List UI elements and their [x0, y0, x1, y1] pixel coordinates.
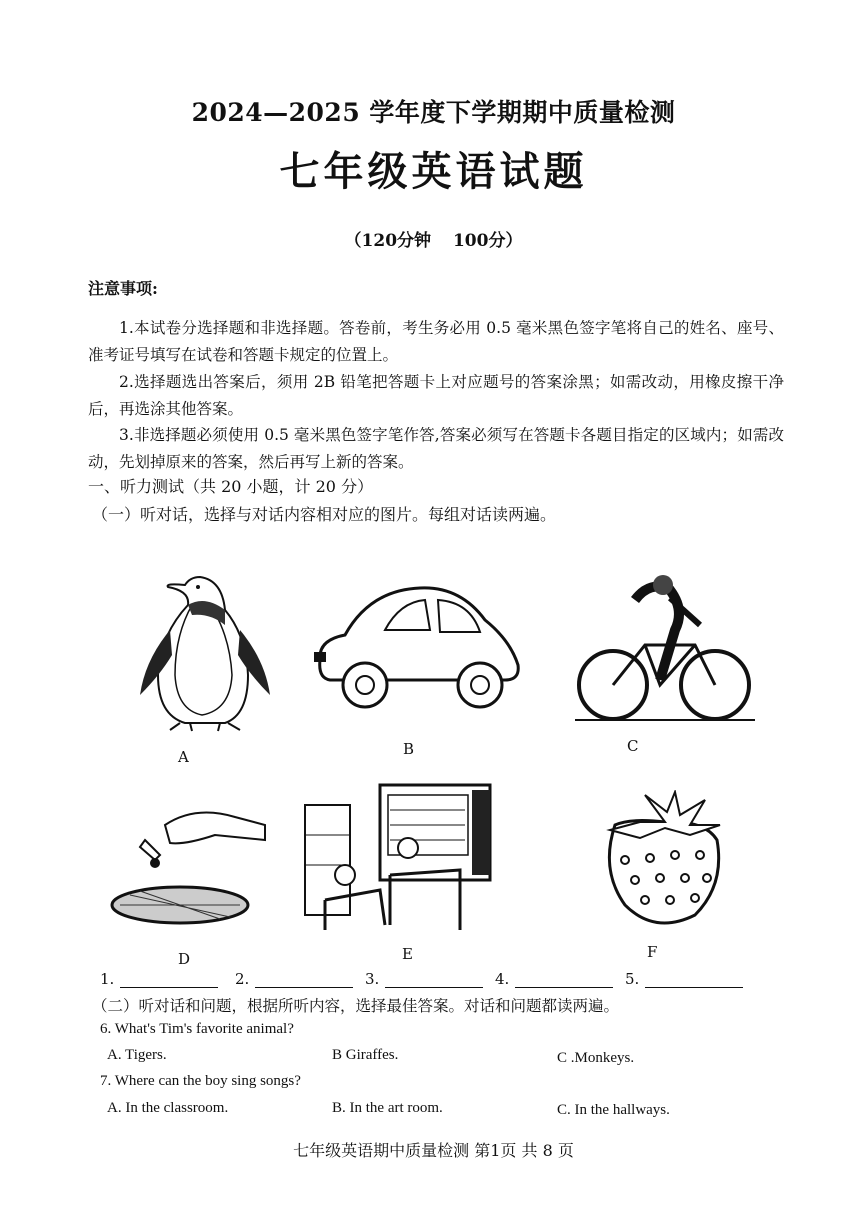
picture-label: E — [402, 945, 413, 963]
answer-blank-1[interactable] — [100, 970, 218, 988]
picture-label: C — [627, 737, 639, 755]
option-c[interactable]: C .Monkeys. — [557, 1050, 635, 1066]
option-a[interactable]: A. Tigers. — [107, 1047, 167, 1063]
library-icon — [300, 780, 510, 940]
option-c[interactable]: C. In the hallways. — [557, 1102, 670, 1118]
part-instruction: （二）听对话和问题，根据所听内容，选择最佳答案。对话和问题都读两遍。 — [92, 997, 620, 1015]
badminton-icon — [105, 795, 275, 930]
option-b[interactable]: B Giraffes. — [332, 1047, 399, 1063]
notes-heading: 注意事项: — [88, 279, 158, 298]
blank-number: 1. — [100, 970, 115, 988]
answer-blank-2[interactable] — [235, 970, 353, 988]
part-instruction: （一）听对话，选择与对话内容相对应的图片。每组对话读两遍。 — [92, 505, 557, 524]
total-score: 100分） — [452, 231, 523, 251]
section-heading: 一、听力测试（共 20 小题，计 20 分） — [88, 477, 374, 496]
option-a[interactable]: A. In the classroom. — [107, 1100, 229, 1116]
penguin-icon — [130, 565, 280, 735]
strawberry-icon — [595, 790, 735, 935]
picture-label: A — [178, 748, 189, 766]
time-score-line — [0, 226, 867, 251]
question-stem: 7. Where can the boy sing songs? — [100, 1073, 301, 1089]
blank-number: 4. — [495, 970, 510, 988]
note-item: 1.本试卷分选择题和非选择题。答卷前，考生务必用 0.5 毫米黑色签字笔将自己的姓名、座号、准考证号填写在试卷和答题卡规定的位置上。 — [88, 319, 784, 364]
page-footer: 七年级英语期中质量检测 第1页 共 8 页 — [293, 1141, 574, 1160]
cyclist-icon — [575, 570, 755, 725]
picture-label: B — [403, 740, 415, 758]
blank-number: 5. — [625, 970, 640, 988]
option-b[interactable]: B. In the art room. — [332, 1100, 443, 1116]
time-limit: （120分钟 — [344, 231, 432, 251]
car-icon — [310, 580, 530, 720]
answer-blank-4[interactable] — [495, 970, 613, 988]
note-item: 2.选择题选出答案后，须用 2B 铅笔把答题卡上对应题号的答案涂黑；如需改动，用橡皮擦干净后，再选涂其他答案。 — [88, 373, 784, 418]
picture-label: D — [178, 950, 191, 968]
blank-number: 2. — [235, 970, 250, 988]
exam-title: 七年级英语试题 — [279, 148, 588, 195]
note-item: 3.非选择题必须使用 0.5 毫米黑色签字笔作答,答案必须写在答题卡各题目指定的区域内；如需改动，先划掉原来的答案，然后再写上新的答案。 — [88, 426, 784, 471]
picture-label: F — [647, 943, 658, 961]
answer-blank-5[interactable] — [625, 970, 743, 988]
answer-blank-3[interactable] — [365, 970, 483, 988]
blank-number: 3. — [365, 970, 380, 988]
exam-period-title: 2024—2025 学年度下学期期中质量检测 — [191, 98, 676, 127]
question-stem: 6. What's Tim's favorite animal? — [100, 1021, 294, 1037]
